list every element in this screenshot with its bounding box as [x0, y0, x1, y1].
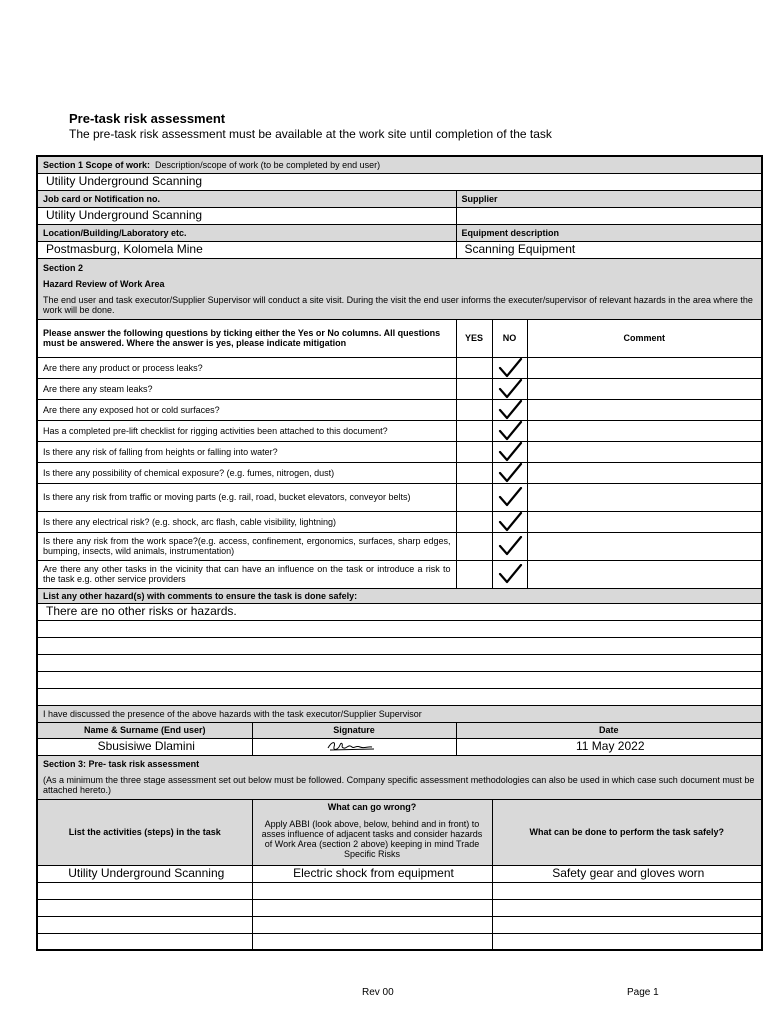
yes-checkbox[interactable] — [456, 462, 492, 483]
location-label: Location/Building/Laboratory etc. — [37, 224, 456, 241]
hazard-comment-field[interactable] — [527, 399, 762, 420]
other-hazard-line-row — [37, 654, 762, 671]
no-header: NO — [492, 319, 527, 357]
section1-description: Description/scope of work (to be completed by end user) — [155, 159, 381, 170]
hazard-question-row — [37, 532, 762, 560]
checkmark-icon — [497, 536, 523, 556]
name-value[interactable]: Sbusisiwe Dlamini — [37, 738, 252, 755]
scope-row — [37, 173, 762, 190]
no-checkbox[interactable] — [492, 483, 527, 511]
hazard-question-text: Has a completed pre-lift checklist for rigging activities been attached to this document? — [37, 420, 456, 441]
hazard-cell[interactable] — [252, 882, 492, 899]
supplier-label: Supplier — [456, 190, 762, 207]
hazard-comment-field[interactable] — [527, 357, 762, 378]
hazard-comment-field[interactable] — [527, 511, 762, 532]
equipment-label: Equipment description — [456, 224, 762, 241]
no-checkbox[interactable] — [492, 441, 527, 462]
hazard-comment-field[interactable] — [527, 560, 762, 588]
yes-checkbox[interactable] — [456, 357, 492, 378]
hazard-comment-field[interactable] — [527, 462, 762, 483]
checkmark-icon — [497, 421, 523, 441]
checkmark-icon — [497, 512, 523, 532]
hazard-question-text: Is there any electrical risk? (e.g. shock, arc flash, cable visibility, lightning) — [37, 511, 456, 532]
location-value[interactable]: Postmasburg, Kolomela Mine — [37, 241, 456, 258]
no-checkbox[interactable] — [492, 560, 527, 588]
page-subtitle: The pre-task risk assessment must be available at the work site until completion of the task — [69, 127, 552, 141]
hazard-question-row — [37, 399, 762, 420]
section3-label: Section 3: Pre- task risk assessment — [43, 759, 200, 769]
supplier-value[interactable] — [456, 207, 762, 224]
yes-checkbox[interactable] — [456, 399, 492, 420]
hazard-question-row — [37, 560, 762, 588]
other-hazard-line[interactable] — [37, 637, 762, 654]
other-hazards-lines — [37, 603, 762, 705]
no-checkbox[interactable] — [492, 532, 527, 560]
signoff-value-row — [37, 738, 762, 755]
activity-step-cell[interactable] — [37, 933, 252, 950]
hazard-comment-field[interactable] — [527, 420, 762, 441]
safety-measures-header: What can be done to perform the task safely? — [492, 799, 762, 865]
what-can-go-wrong-desc: Apply ABBI (look above, below, behind and in front) to asses influence of adjacent tasks and consider hazards of Work Area (section 2 above) keeping in mind Trade Specific Risks — [261, 818, 483, 859]
other-hazards-header-row — [37, 588, 762, 603]
hazard-question-row — [37, 511, 762, 532]
checkmark-icon — [497, 487, 523, 507]
section2-subtitle: Hazard Review of Work Area — [43, 278, 165, 289]
other-hazard-line-row — [37, 620, 762, 637]
signature-scribble — [324, 739, 384, 753]
yes-checkbox[interactable] — [456, 378, 492, 399]
hazard-question-text: Is there any possibility of chemical exposure? (e.g. fumes, nitrogen, dust) — [37, 462, 456, 483]
discussed-statement: I have discussed the presence of the above hazards with the task executor/Supplier Supervisor — [37, 705, 762, 722]
checkmark-icon — [497, 463, 523, 483]
hazard-question-row — [37, 378, 762, 399]
scope-value[interactable]: Utility Underground Scanning — [37, 173, 762, 190]
other-hazard-line-row — [37, 637, 762, 654]
hazard-comment-field[interactable] — [527, 378, 762, 399]
hazard-questions — [37, 357, 762, 588]
yes-checkbox[interactable] — [456, 420, 492, 441]
section1-label: Section 1 Scope of work: — [43, 159, 151, 170]
other-hazards-label: List any other hazard(s) with comments to ensure the task is done safely: — [37, 588, 762, 603]
activities-header: List the activities (steps) in the task — [37, 799, 252, 865]
activity-step-cell[interactable] — [37, 882, 252, 899]
hazard-cell[interactable] — [252, 916, 492, 933]
risk-assessment-form — [36, 155, 763, 951]
control-measure-cell[interactable] — [492, 933, 762, 950]
control-measure-cell[interactable] — [492, 882, 762, 899]
section3-rows — [37, 865, 762, 950]
yes-checkbox[interactable] — [456, 560, 492, 588]
checkmark-icon — [497, 442, 523, 462]
other-hazard-line[interactable] — [37, 654, 762, 671]
hazard-cell[interactable] — [252, 899, 492, 916]
no-checkbox[interactable] — [492, 420, 527, 441]
hazard-question-text: Is there any risk from traffic or moving parts (e.g. rail, road, bucket elevators, conveyor belts) — [37, 483, 456, 511]
section3-column-header-row — [37, 799, 762, 865]
control-measure-cell[interactable]: Safety gear and gloves worn — [492, 865, 762, 882]
hazard-comment-field[interactable] — [527, 532, 762, 560]
checkmark-icon — [497, 400, 523, 420]
section2-header-row — [37, 258, 762, 319]
yes-header: YES — [456, 319, 492, 357]
hazard-cell[interactable]: Electric shock from equipment — [252, 865, 492, 882]
no-checkbox[interactable] — [492, 399, 527, 420]
job-card-value[interactable]: Utility Underground Scanning — [37, 207, 456, 224]
section3-intro: (As a minimum the three stage assessment set out below must be followed. Company specific assessment methodologies can also be used in which case such document must be attached hereto.) — [43, 775, 755, 795]
section2-label: Section 2 — [43, 262, 84, 273]
hazard-question-text: Are there any steam leaks? — [37, 378, 456, 399]
hazard-comment-field[interactable] — [527, 441, 762, 462]
yes-checkbox[interactable] — [456, 532, 492, 560]
section2-intro: The end user and task executor/Supplier Supervisor will conduct a site visit. During the visit the end user informs the executer/supervisor of relevant hazards in the area where the work will be done. — [43, 294, 753, 315]
other-hazard-line[interactable] — [37, 671, 762, 688]
hazard-question-text: Are there any exposed hot or cold surfaces? — [37, 399, 456, 420]
signature-label: Signature — [252, 722, 456, 738]
name-label: Name & Surname (End user) — [37, 722, 252, 738]
no-checkbox[interactable] — [492, 511, 527, 532]
checkmark-icon — [497, 564, 523, 584]
activity-step-cell[interactable]: Utility Underground Scanning — [37, 865, 252, 882]
signoff-header-row — [37, 722, 762, 738]
section3-header-row — [37, 755, 762, 799]
hazard-question-text: Are there any other tasks in the vicinity that can have an influence on the task or introduce a risk to the task e.g. other service providers — [37, 560, 456, 588]
hazard-question-row — [37, 462, 762, 483]
activity-row — [37, 933, 762, 950]
activity-row — [37, 882, 762, 899]
date-value[interactable]: 11 May 2022 — [456, 738, 762, 755]
hazard-comment-field[interactable] — [527, 483, 762, 511]
revision-label: Rev 00 — [362, 987, 394, 998]
activity-row — [37, 899, 762, 916]
job-card-header-row — [37, 190, 762, 207]
no-checkbox[interactable] — [492, 462, 527, 483]
no-checkbox[interactable] — [492, 378, 527, 399]
checkmark-icon — [497, 358, 523, 378]
other-hazard-line[interactable]: There are no other risks or hazards. — [37, 603, 762, 620]
hazard-question-text: Are there any product or process leaks? — [37, 357, 456, 378]
control-measure-cell[interactable] — [492, 916, 762, 933]
location-header-row — [37, 224, 762, 241]
signature-field[interactable] — [252, 738, 456, 755]
job-card-label: Job card or Notification no. — [37, 190, 456, 207]
yes-checkbox[interactable] — [456, 441, 492, 462]
checkmark-icon — [497, 379, 523, 399]
activity-step-cell[interactable] — [37, 899, 252, 916]
location-value-row — [37, 241, 762, 258]
date-label: Date — [456, 722, 762, 738]
equipment-value[interactable]: Scanning Equipment — [456, 241, 762, 258]
activity-step-cell[interactable] — [37, 916, 252, 933]
yes-checkbox[interactable] — [456, 511, 492, 532]
yes-checkbox[interactable] — [456, 483, 492, 511]
page-number: Page 1 — [627, 987, 659, 998]
other-hazard-line-row — [37, 671, 762, 688]
hazard-question-row — [37, 483, 762, 511]
hazard-question-text: Is there any risk of falling from heights or falling into water? — [37, 441, 456, 462]
other-hazard-line-row — [37, 603, 762, 620]
job-card-value-row — [37, 207, 762, 224]
hazard-question-row — [37, 420, 762, 441]
section1-header-row — [37, 156, 762, 173]
control-measure-cell[interactable] — [492, 899, 762, 916]
discussed-row — [37, 705, 762, 722]
hazard-question-row — [37, 441, 762, 462]
no-checkbox[interactable] — [492, 357, 527, 378]
page-title: Pre-task risk assessment — [69, 111, 226, 126]
activity-row — [37, 865, 762, 882]
other-hazard-line-row — [37, 688, 762, 705]
activity-row — [37, 916, 762, 933]
other-hazard-line[interactable] — [37, 620, 762, 637]
what-can-go-wrong-title: What can go wrong? — [327, 801, 417, 812]
question-header-row — [37, 319, 762, 357]
hazard-cell[interactable] — [252, 933, 492, 950]
question-header: Please answer the following questions by ticking either the Yes or No columns. All questions must be answered. Where the answer is yes, please indicate mitigation — [37, 319, 456, 357]
hazard-question-row — [37, 357, 762, 378]
hazard-question-text: Is there any risk from the work space?(e.g. access, confinement, ergonomics, surfaces, sharp edges, bumping, insects, wild animals, instrumentation) — [37, 532, 456, 560]
other-hazard-line[interactable] — [37, 688, 762, 705]
comment-header: Comment — [527, 319, 762, 357]
